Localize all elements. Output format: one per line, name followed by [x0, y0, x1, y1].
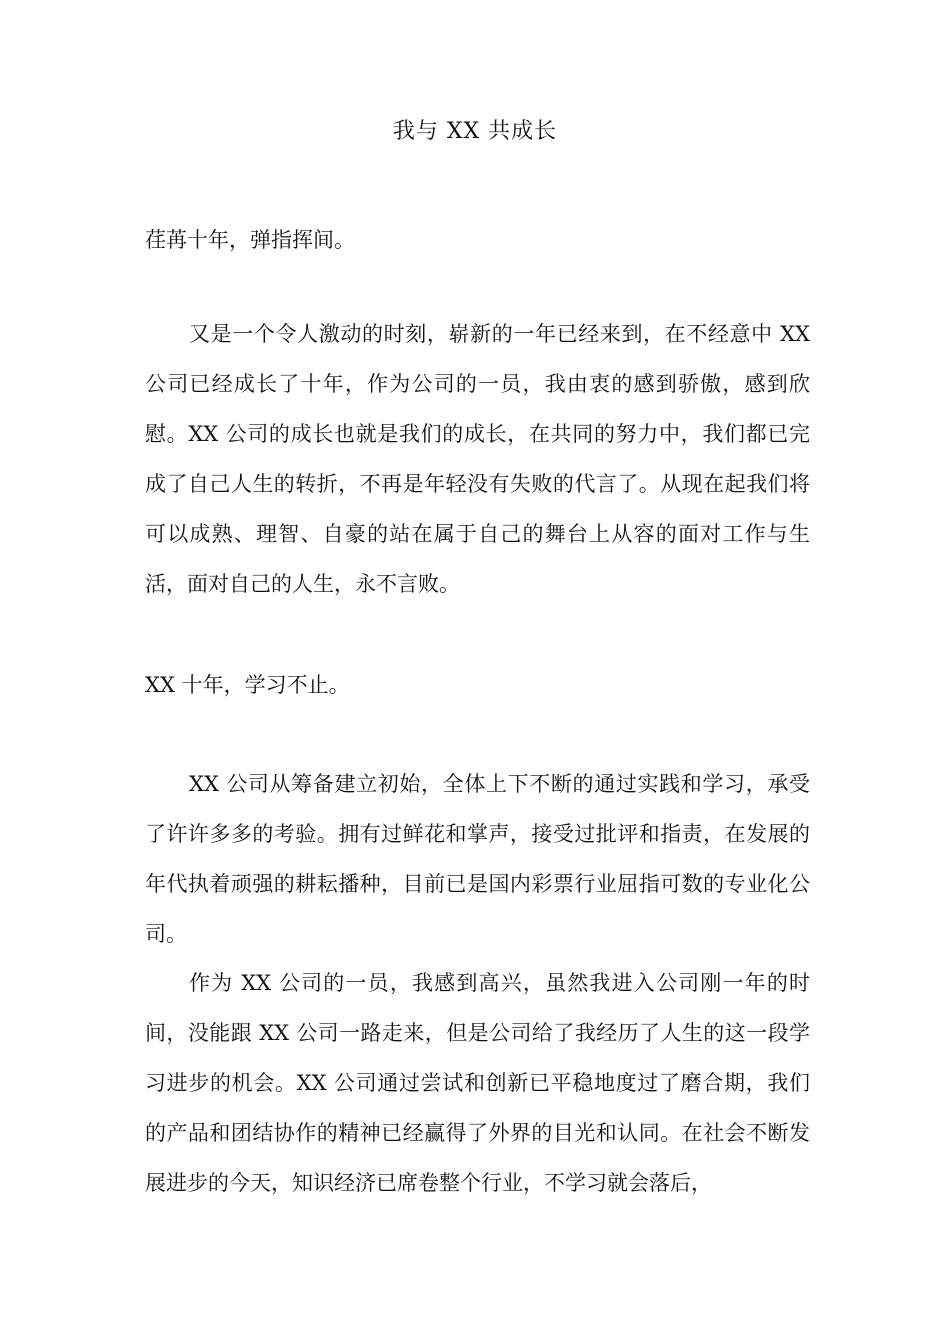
- paragraph-1: 又是一个令人激动的时刻，崭新的一年已经来到，在不经意中 XX 公司已经成长了十年，作为公司的一员，我由衷的感到骄傲，感到欣慰。XX 公司的成长也就是我们的成长，在共同的努力中，我们都已完成了自己人生的转折，不再是年轻没有失败的代言了。从现在起我们将可以成熟、理智、自豪的站在属于自己的舞台上从容的面对工作与生活，面对自己的人生，永不言败。: [145, 322, 810, 596]
- paragraph-3: 作为 XX 公司的一员，我感到高兴，虽然我进入公司刚一年的时间，没能跟 XX 公司一路走来，但是公司给了我经历了人生的这一段学习进步的机会。XX 公司通过尝试和创新已平稳地度过了磨合期，我们的产品和团结协作的精神已经赢得了外界的目光和认同。在社会不断发展进步的今天，知识经济已席卷整个行业，不学习就会落后，: [145, 971, 810, 1195]
- section-heading-2: XX 十年，学习不止。: [145, 673, 350, 697]
- document-title: 我与 XX 共成长: [392, 119, 558, 144]
- section-heading-1: 荏苒十年，弹指挥间。: [145, 228, 355, 252]
- paragraph-2: XX 公司从筹备建立初始，全体上下不断的通过实践和学习，承受了许许多多的考验。拥有过鲜花和掌声，接受过批评和指责，在发展的年代执着顽强的耕耘播种，目前已是国内彩票行业屈指可数的专业化公司。: [145, 772, 810, 946]
